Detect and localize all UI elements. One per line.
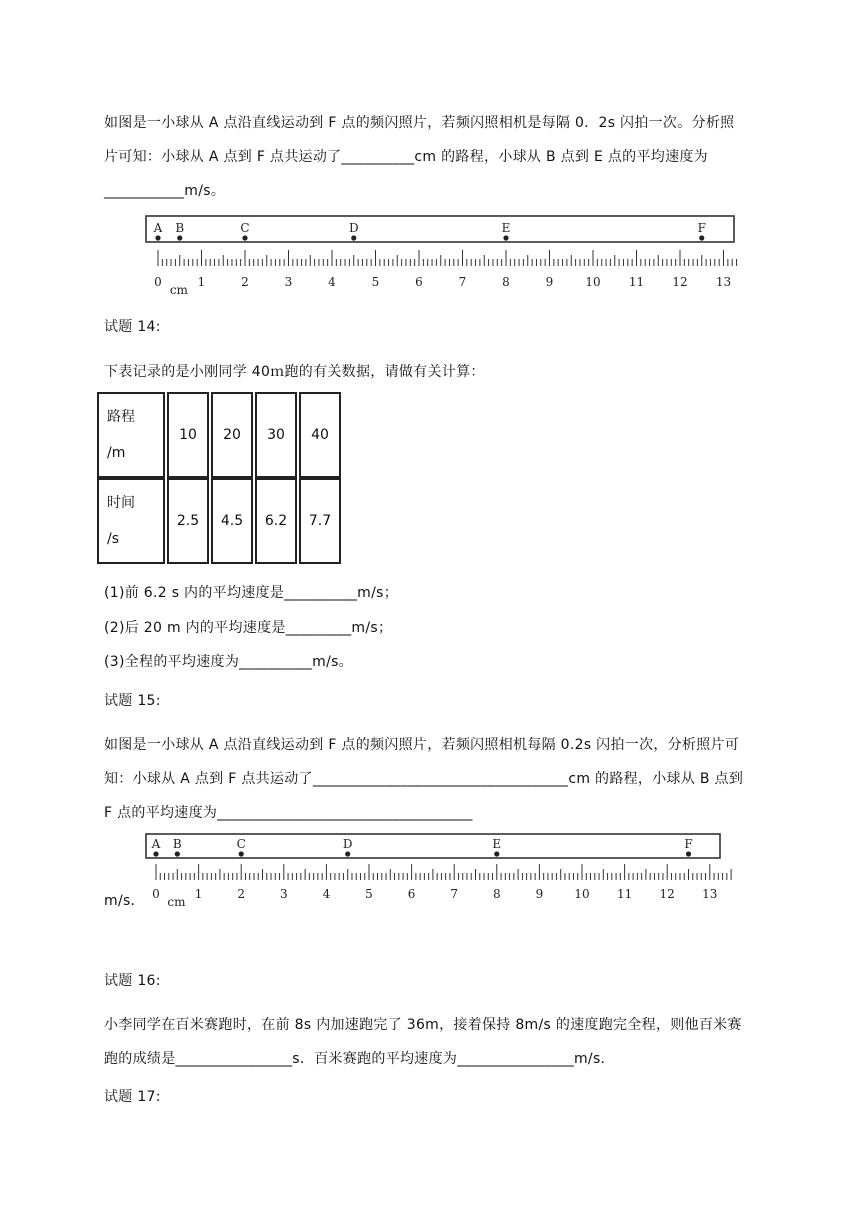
ball-position-label: B (175, 221, 185, 235)
ball-position-marker (345, 851, 350, 856)
run-data-table (95, 392, 343, 564)
q16-text-line1: 小李同学在百米赛跑时，在前 8s 内加速跑完了 36m，接着保持 8m/s 的速度跑完全程，则他百米赛 (104, 1017, 742, 1033)
ball-position-label: F (684, 837, 693, 851)
ruler-body (146, 216, 734, 242)
q15-text-line1: 如图是一小球从 A 点沿直线运动到 F 点的频闪照片，若频闪照相机每隔 0.2s 闪拍一次，分析照片可 (104, 737, 740, 753)
ruler-tick-label: 10 (585, 275, 601, 289)
q13-text-line2: 片可知：小球从 A 点到 F 点共运动了__________cm 的路程，小球从 B 点到 E 点的平均速度为 (104, 149, 708, 165)
ruler-tick-label: 13 (702, 887, 718, 901)
q15-title: 试题 15: (104, 693, 161, 709)
table-cell: 10 (167, 392, 209, 478)
ruler-tick-label: 7 (450, 887, 459, 901)
ball-position-label: A (153, 221, 163, 235)
q14-sub3: (3)全程的平均速度为__________m/s。 (104, 654, 353, 670)
ball-position-marker (155, 235, 160, 240)
table-cell: 4.5 (211, 478, 253, 564)
ruler-tick-label: 2 (241, 275, 249, 289)
ruler-body (146, 834, 720, 858)
ruler-tick-label: 11 (616, 887, 633, 901)
ruler-figure-2 (140, 828, 740, 908)
q14-sub2: (2)后 20 m 内的平均速度是_________m/s； (104, 620, 393, 636)
table-row-distance (97, 392, 341, 478)
ruler-tick-label: 2 (237, 887, 246, 901)
table-cell: 6.2 (255, 478, 297, 564)
ball-position-label: A (151, 837, 161, 851)
ball-position-label: B (172, 837, 182, 851)
ball-position-label: E (492, 837, 502, 851)
q15-text-line2: 知：小球从 A 点到 F 点共运动了___________________________________cm 的路程，小球从 B 点到 (104, 771, 744, 787)
ball-position-marker (242, 235, 247, 240)
head-unit: /m (107, 445, 126, 461)
ruler-tick-label: 13 (715, 275, 732, 289)
ruler-tick-label: 7 (458, 275, 467, 289)
ball-position-marker (503, 235, 508, 240)
ruler-unit-label: cm (169, 283, 188, 297)
ruler-tick-label: 1 (197, 275, 206, 289)
q15-unit-tail: m/s． (104, 893, 145, 909)
ball-position-label: D (342, 837, 353, 851)
head-label: 路程 (107, 409, 135, 425)
ruler-tick-label: 11 (628, 275, 645, 289)
table-head-distance (97, 392, 165, 478)
ball-position-marker (175, 851, 180, 856)
table-cell: 7.7 (299, 478, 341, 564)
ruler-tick-label: 3 (279, 887, 288, 901)
ball-position-marker (686, 851, 691, 856)
ruler-tick-label: 0 (152, 887, 160, 901)
table-row-time (97, 478, 341, 564)
ruler-tick-label: 10 (574, 887, 590, 901)
ruler-tick-label: 6 (407, 887, 416, 901)
head-unit: /s (107, 531, 120, 547)
q16-text-line2: 跑的成绩是________________s．百米赛跑的平均速度为________________m/s． (104, 1051, 615, 1067)
ruler-figure-1 (140, 210, 740, 300)
ruler-tick-label: 9 (545, 275, 554, 289)
ruler-tick-label: 5 (371, 275, 380, 289)
ruler-tick-label: 3 (284, 275, 293, 289)
ruler-tick-label: 5 (365, 887, 373, 901)
q14-title: 试题 14: (104, 319, 161, 335)
ball-position-marker (699, 235, 704, 240)
ball-position-marker (351, 235, 356, 240)
ruler-tick-label: 0 (154, 275, 162, 289)
ruler-unit-label: cm (167, 895, 186, 908)
q14-intro: 下表记录的是小刚同学 40ｍ跑的有关数据，请做有关计算： (104, 364, 485, 380)
ruler-tick-label: 12 (672, 275, 688, 289)
ball-position-label: C (236, 837, 246, 851)
ball-position-marker (494, 851, 499, 856)
ball-position-marker (239, 851, 244, 856)
ball-position-label: E (501, 221, 511, 235)
ball-position-marker (153, 851, 158, 856)
q13-text-line3: ___________m/s。 (104, 183, 226, 199)
head-label: 时间 (107, 495, 135, 511)
table-cell: 30 (255, 392, 297, 478)
ruler-tick-label: 1 (194, 887, 203, 901)
q14-sub1: (1)前 6.2 s 内的平均速度是__________m/s； (104, 585, 398, 601)
table-cell: 2.5 (167, 478, 209, 564)
ruler-tick-label: 8 (492, 887, 501, 901)
ball-position-label: C (240, 221, 250, 235)
ruler-tick-label: 6 (415, 275, 423, 289)
table-head-time (97, 478, 165, 564)
ruler-tick-label: 4 (328, 275, 336, 289)
ball-position-label: F (697, 221, 706, 235)
q13-text-line1: 如图是一小球从 A 点沿直线运动到 F 点的频闪照片，若频闪照相机是每隔 0．2s 闪拍一次。分析照 (104, 115, 735, 131)
ruler-tick-label: 12 (659, 887, 675, 901)
table-cell: 40 (299, 392, 341, 478)
ball-position-marker (177, 235, 182, 240)
q17-title: 试题 17: (104, 1089, 161, 1105)
ball-position-label: D (348, 221, 359, 235)
table-cell: 20 (211, 392, 253, 478)
ruler-tick-label: 4 (322, 887, 331, 901)
ruler-tick-label: 8 (502, 275, 510, 289)
ruler-tick-label: 9 (535, 887, 544, 901)
q16-title: 试题 16: (104, 973, 161, 989)
q15-text-line3: F 点的平均速度为___________________________________ (104, 805, 473, 821)
